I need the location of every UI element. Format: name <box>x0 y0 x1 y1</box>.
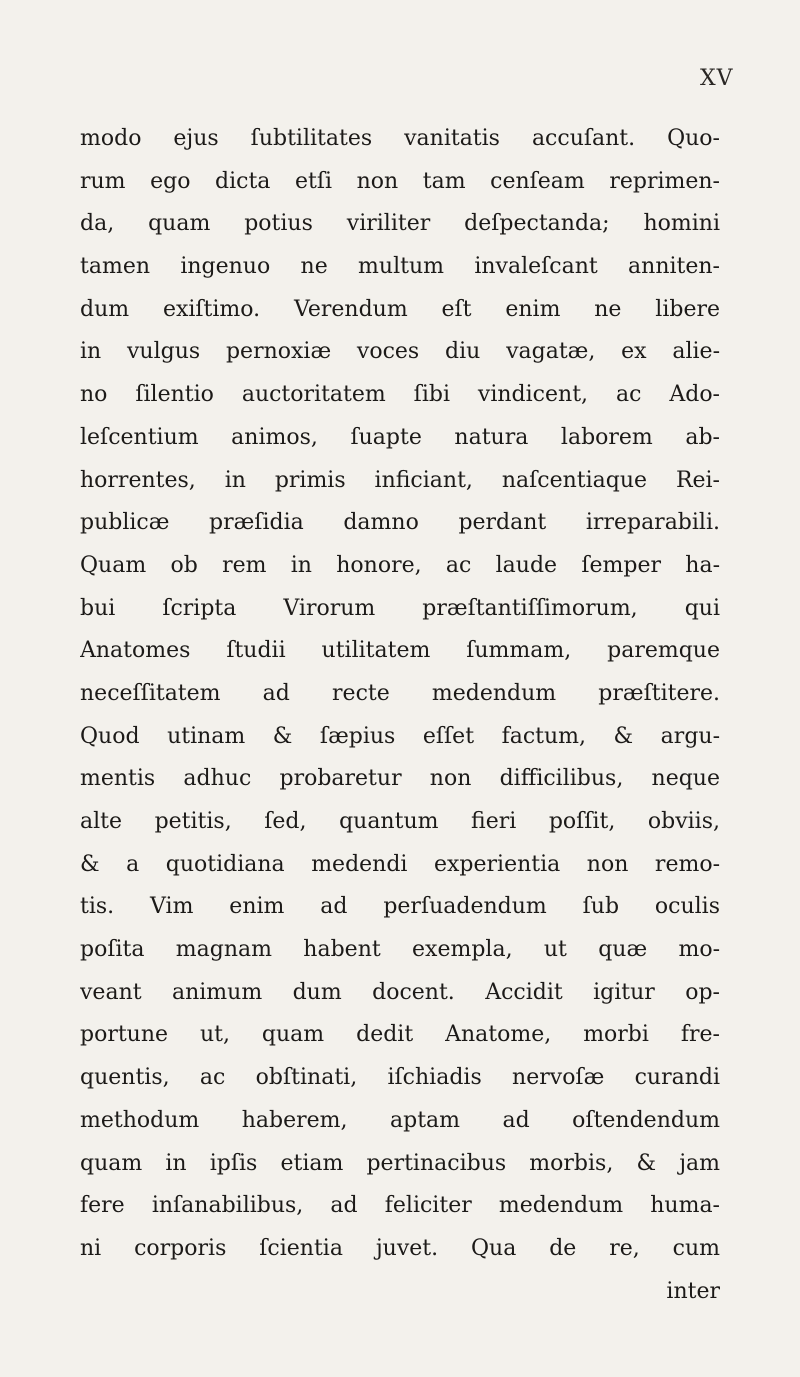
text-line: veant animum dum docent. Accidit igitur op- <box>80 979 720 1005</box>
text-line: fere inſanabilibus, ad feliciter medendum huma- <box>80 1193 720 1219</box>
text-line: Quam ob rem in honore, ac laude ſemper ha- <box>80 552 720 578</box>
text-line: & a quotidiana medendi experientia non remo- <box>80 851 720 877</box>
text-line: alte petitis, ſed, quantum fieri poſſit, obviis, <box>80 809 720 834</box>
text-line: modo ejus ſubtilitates vanitatis accuſant. Quo- <box>80 126 720 151</box>
text-line: tamen ingenuo ne multum invaleſcant anniten- <box>80 254 720 280</box>
page-number: XV <box>700 66 734 91</box>
text-line: ni corporis ſcientia juvet. Qua de re, cum <box>80 1235 720 1261</box>
text-line: dum exiſtimo. Verendum eſt enim ne libere <box>80 296 720 322</box>
body-text <box>80 118 720 1313</box>
text-line: no ſilentio auctoritatem ſibi vindicent, ac Ado- <box>80 382 720 408</box>
text-line: da, quam potius viriliter deſpectanda; homini <box>80 211 720 237</box>
text-line: neceſſitatem ad recte medendum præſtitere. <box>80 680 720 706</box>
text-line: publicæ præſidia damno perdant irreparabili. <box>80 510 720 536</box>
text-line: mentis adhuc probaretur non difficilibus, neque <box>80 766 720 792</box>
text-line: methodum haberem, aptam ad oſtendendum <box>80 1107 720 1133</box>
text-line: bui ſcripta Virorum præſtantiſſimorum, qui <box>80 595 720 621</box>
text-line: Anatomes ſtudii utilitatem ſummam, paremque <box>80 638 720 664</box>
text-line: Quod utinam & ſæpius eſſet factum, & argu- <box>80 723 720 749</box>
text-line: horrentes, in primis inficiant, naſcentiaque Rei- <box>80 467 720 493</box>
text-line: rum ego dicta etſi non tam cenſeam reprimen- <box>80 168 720 194</box>
text-line: quam in ipſis etiam pertinacibus morbis, & jam <box>80 1150 720 1176</box>
text-line: in vulgus pernoxiæ voces diu vagatæ, ex alie- <box>80 339 720 365</box>
text-line: leſcentium animos, ſuapte natura laborem ab- <box>80 424 720 450</box>
catchword: inter <box>666 1278 720 1304</box>
text-line: tis. Vim enim ad perſuadendum ſub oculis <box>80 894 720 920</box>
text-line: quentis, ac obſtinati, iſchiadis nervoſæ curandi <box>80 1065 720 1091</box>
text-line: poſita magnam habent exempla, ut quæ mo- <box>80 937 720 963</box>
text-line: portune ut, quam dedit Anatome, morbi fre- <box>80 1022 720 1048</box>
